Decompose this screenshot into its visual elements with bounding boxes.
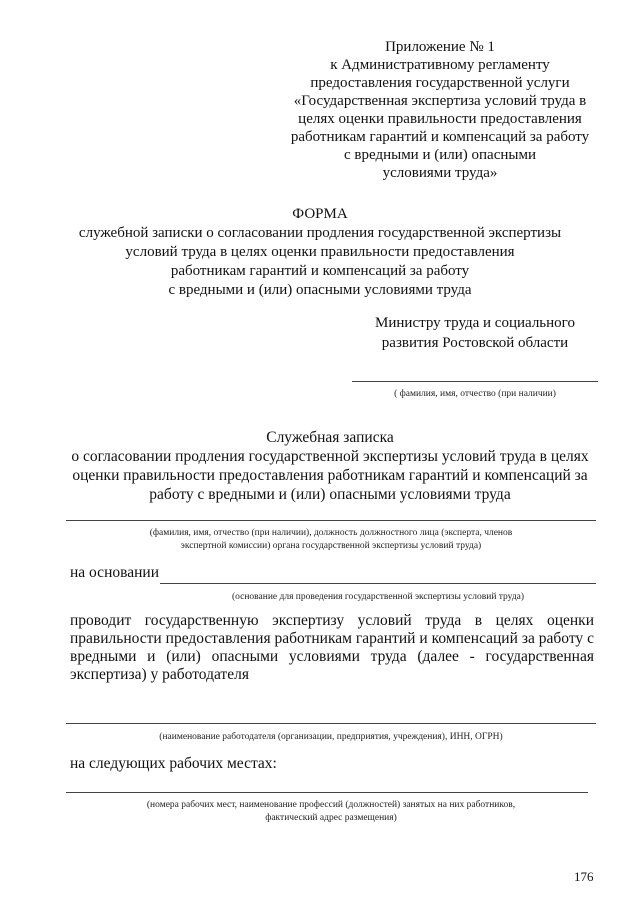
appendix-line: предоставления государственной услуги	[310, 75, 570, 91]
appendix-line: с вредными и (или) опасными	[344, 147, 536, 163]
workplaces-caption-line: (номера рабочих мест, наименование профессий (должностей) занятых на них работников,	[146, 800, 516, 810]
appendix-line: к Административному регламенту	[330, 57, 550, 73]
memo-title: Служебная записка	[266, 429, 394, 446]
appendix-line: «Государственная экспертиза условий труда в	[293, 93, 587, 109]
expert-name-line	[66, 520, 596, 521]
form-title-line: работникам гарантий и компенсаций за работу	[170, 263, 470, 279]
basis-label: на основании	[70, 564, 159, 581]
workplaces-label: на следующих рабочих местах:	[70, 755, 277, 772]
conducts-line: проводит государственную экспертизу условий труда в целях оценки	[70, 612, 594, 629]
addressee-name-line	[352, 381, 598, 382]
conducts-line: экспертиза) у работодателя	[70, 666, 249, 683]
form-title-line: условий труда в целях оценки правильности предоставления	[125, 244, 515, 260]
conducts-paragraph	[70, 612, 594, 684]
expert-caption	[66, 527, 596, 553]
addressee	[330, 313, 620, 353]
workplaces-caption-line: фактический адрес размещения)	[265, 813, 397, 823]
conducts-line: правильности предоставления работникам гарантий и компенсаций за работу с	[70, 630, 594, 647]
appendix-header	[280, 38, 600, 182]
addressee-caption: ( фамилия, имя, отчество (при наличии)	[394, 389, 556, 399]
form-title-block	[60, 205, 580, 300]
addressee-line: Министру труда и социального	[375, 315, 575, 331]
expert-caption-line: (фамилия, имя, отчество (при наличии), должность должностного лица (эксперта, членов	[149, 528, 513, 538]
appendix-line: работникам гарантий и компенсаций за работу	[290, 129, 590, 145]
form-title-line: с вредными и (или) опасными условиями труда	[168, 282, 472, 298]
employer-line	[66, 723, 596, 724]
memo-line: о согласовании продления государственной экспертизы условий труда в целях	[71, 448, 589, 465]
appendix-line: условиями труда»	[382, 165, 498, 181]
page-number: 176	[574, 869, 594, 884]
addressee-line: развития Ростовской области	[381, 335, 569, 351]
appendix-line: целях оценки правильности предоставления	[298, 111, 582, 127]
memo-heading	[60, 428, 600, 504]
basis-caption: (основание для проведения государственной экспертизы условий труда)	[231, 592, 525, 602]
form-title-line: служебной записки о согласовании продления государственной экспертизы	[78, 225, 562, 241]
basis-line	[160, 583, 596, 584]
memo-line: работу с вредными и (или) опасными условиями труда	[149, 486, 511, 503]
expert-caption-line: экспертной комиссии) органа государственной экспертизы условий труда)	[180, 541, 482, 551]
memo-line: оценки правильности предоставления работникам гарантий и компенсаций за	[72, 467, 588, 484]
conducts-line: вредными и (или) опасными условиями труда (далее - государственная	[70, 648, 594, 665]
employer-caption: (наименование работодателя (организации, предприятия, учреждения), ИНН, ОГРН)	[159, 732, 503, 742]
appendix-line: Приложение № 1	[385, 39, 495, 55]
form-title: ФОРМА	[292, 206, 348, 222]
workplaces-line	[66, 792, 588, 793]
workplaces-caption	[66, 799, 596, 825]
